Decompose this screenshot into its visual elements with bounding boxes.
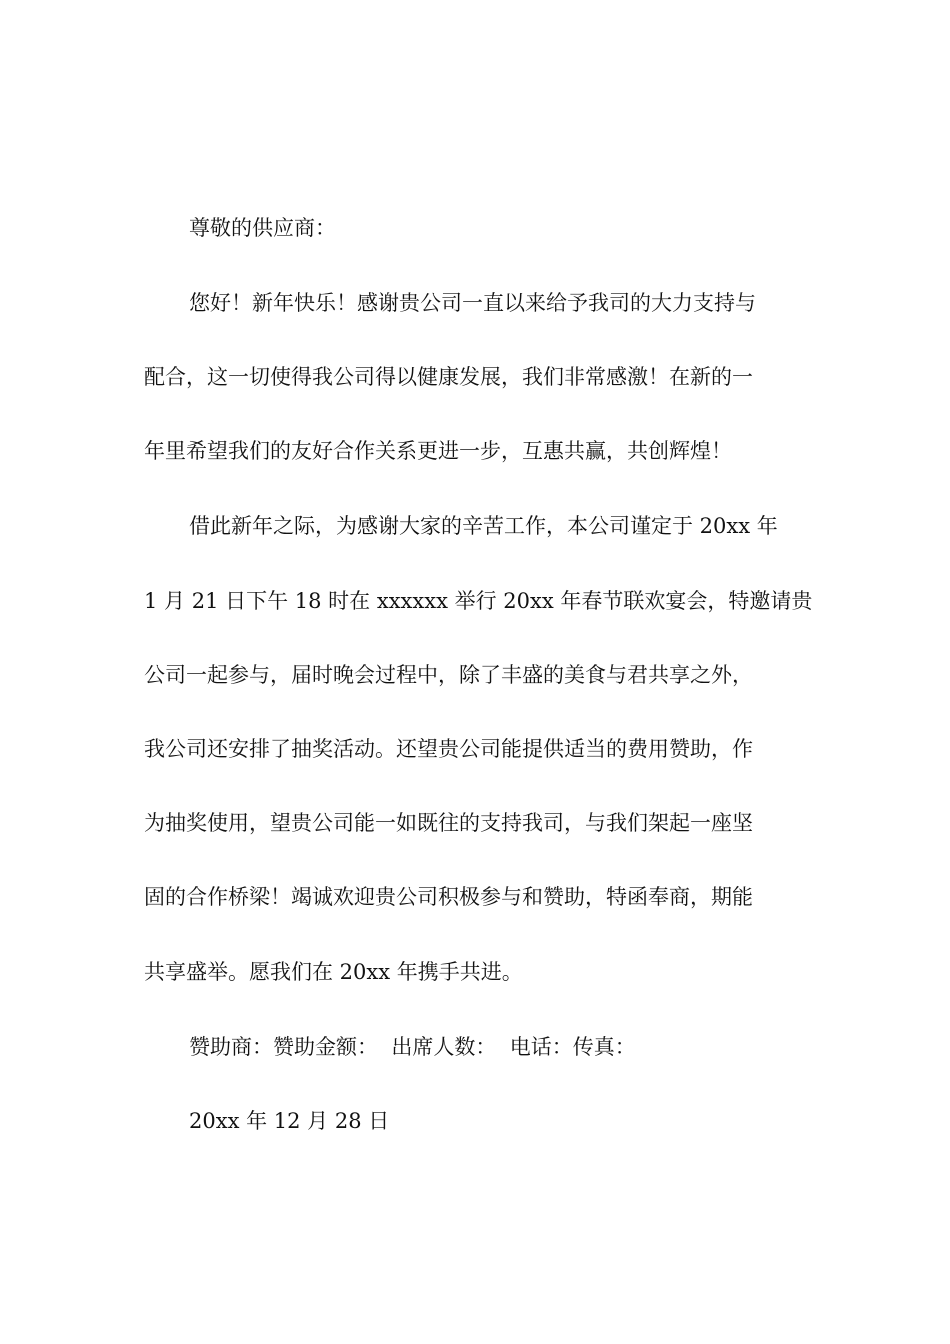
salutation: 尊敬的供应商： [189, 216, 336, 240]
body-line: 1 月 21 日下午 18 时在 xxxxxx 举行 20xx 年春节联欢宴会，特邀请贵 [144, 589, 813, 613]
body-line: 我公司还安排了抽奖活动。还望贵公司能提供适当的费用赞助，作 [144, 737, 753, 761]
letter-date: 20xx 年 12 月 28 日 [189, 1109, 390, 1133]
body-line: 共享盛举。愿我们在 20xx 年携手共进。 [144, 960, 523, 984]
body-line: 公司一起参与，届时晚会过程中，除了丰盛的美食与君共享之外， [144, 663, 753, 687]
body-line: 借此新年之际，为感谢大家的辛苦工作，本公司谨定于 20xx 年 [189, 514, 778, 538]
body-line: 您好！新年快乐！感谢贵公司一直以来给予我司的大力支持与 [189, 291, 756, 315]
body-line: 固的合作桥梁！竭诚欢迎贵公司积极参与和赞助，特函奉商，期能 [144, 885, 753, 909]
body-line: 配合，这一切使得我公司得以健康发展，我们非常感激！在新的一 [144, 365, 753, 389]
body-line: 年里希望我们的友好合作关系更进一步，互惠共赢，共创辉煌！ [144, 439, 732, 463]
body-line: 为抽奖使用，望贵公司能一如既往的支持我司，与我们架起一座坚 [144, 811, 753, 835]
sponsor-fields: 赞助商：赞助金额： 出席人数： 电话：传真： [189, 1035, 636, 1059]
